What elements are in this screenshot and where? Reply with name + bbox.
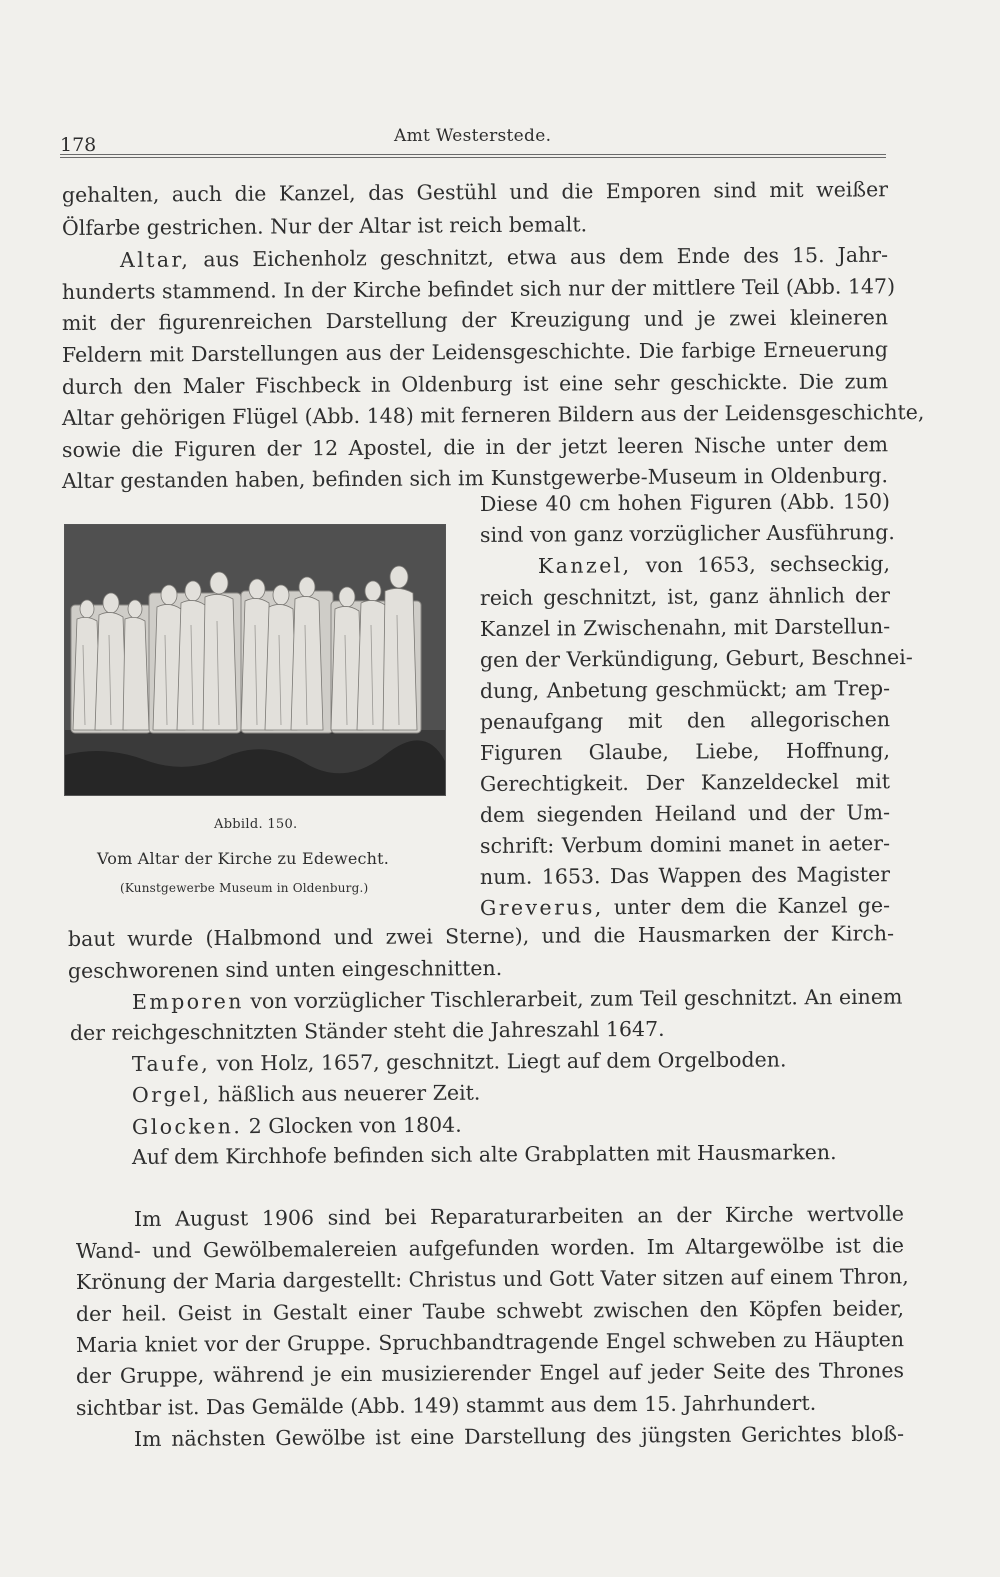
text-line: baut wurde (Halbmond und zwei Sterne), und die Hausmarken der Kirch- — [67, 921, 895, 951]
text-line: Im nächsten Gewölbe ist eine Darstellung des jüngsten Gerichtes bloß- — [133, 1421, 905, 1451]
text-line — [131, 984, 903, 1014]
text-line: gen der Verkündigung, Geburt, Beschnei- — [479, 644, 913, 672]
text-line: sichtbar ist. Das Gemälde (Abb. 149) stammt aus dem 15. Jahrhundert. — [75, 1390, 817, 1420]
spaced-keyword: Greverus, — [479, 895, 604, 920]
header-rule — [60, 154, 886, 155]
page-number: 178 — [60, 134, 97, 156]
spaced-keyword: Emporen — [131, 989, 244, 1014]
text-line — [132, 1078, 896, 1107]
text-line: Krönung der Maria dargestellt: Christus und Gott Vater sitzen auf einem Thron, — [75, 1264, 909, 1294]
text-line — [120, 243, 888, 272]
text-line: Diese 40 cm hohen Figuren (Abb. 150) — [479, 489, 891, 516]
text-line: durch den Maler Fischbeck in Oldenburg ist eine sehr geschickte. Die zum — [61, 369, 889, 399]
text-line: Gerechtigkeit. Der Kanzeldeckel mit — [479, 769, 891, 796]
running-title: Amt Westerstede. — [394, 126, 552, 146]
text-line: der heil. Geist in Gestalt einer Taube schwebt zwischen den Köpfen beider, — [75, 1296, 905, 1326]
text-line: der reichgeschnitzten Ständer steht die Jahreszahl 1647. — [69, 1016, 665, 1045]
line-rest: von 1653, sechseckig, — [631, 551, 891, 578]
text-line: gehalten, auch die Kanzel, das Gestühl und die Emporen sind mit weißer — [61, 177, 889, 207]
line-rest: von Holz, 1657, geschnitzt. Liegt auf dem Orgelboden. — [210, 1047, 787, 1076]
text-line: Kanzel in Zwischenahn, mit Darstellun- — [479, 614, 891, 641]
text-line — [132, 1047, 896, 1076]
figure-caption: Vom Altar der Kirche zu Edewecht. — [97, 849, 390, 868]
text-line — [480, 893, 890, 920]
spaced-keyword: Glocken. — [131, 1114, 243, 1139]
line-rest: häßlich aus neuerer Zeit. — [211, 1080, 481, 1107]
spaced-keyword: Taufe, — [131, 1051, 211, 1076]
text-line: Figuren Glaube, Liebe, Hoffnung, — [479, 738, 891, 765]
text-line: sowie die Figuren der 12 Apostel, die in der jetzt leeren Nische unter dem — [61, 432, 889, 462]
text-line: Ölfarbe gestrichen. Nur der Altar ist reich bemalt. — [61, 212, 588, 240]
text-line: Auf dem Kirchhofe befinden sich alte Grabplatten mit Hausmarken. — [131, 1140, 837, 1169]
text-line: Wand- und Gewölbemalereien aufgefunden worden. Im Altargewölbe ist die — [75, 1233, 905, 1263]
text-line: geschworenen sind unten eingeschnitten. — [67, 955, 503, 983]
text-line: Im August 1906 sind bei Reparaturarbeiten an der Kirche wertvolle — [133, 1201, 905, 1231]
text-line: reich geschnitzt, ist, ganz ähnlich der — [479, 583, 891, 610]
apostle-figures-photo — [64, 524, 446, 796]
text-line: sind von ganz vorzüglicher Ausführung. — [479, 520, 895, 547]
figure-source: (Kunstgewerbe Museum in Oldenburg.) — [120, 881, 369, 895]
text-line: der Gruppe, während je ein musizierender Engel auf jeder Seite des Thrones — [75, 1358, 905, 1388]
line-rest: aus Eichenholz geschnitzt, etwa aus dem Ende des 15. Jahr- — [190, 242, 889, 272]
line-rest: von vorzüglicher Tischlerarbeit, zum Teil geschnitzt. An einem — [243, 984, 903, 1014]
figure-label: Abbild. 150. — [214, 817, 298, 832]
text-line: Feldern mit Darstellungen aus der Leidensgeschichte. Die farbige Erneuerung — [61, 337, 889, 367]
text-line: schrift: Verbum domini manet in aeter- — [479, 831, 891, 858]
text-line — [538, 552, 890, 578]
text-line: dem siegenden Heiland und der Um- — [479, 800, 891, 827]
text-line: Altar gehörigen Flügel (Abb. 148) mit ferneren Bildern aus der Leidensgeschichte, — [61, 399, 925, 430]
page-header — [60, 126, 886, 158]
apostle-figures-illustration — [65, 525, 445, 795]
spaced-keyword: Orgel, — [131, 1082, 212, 1107]
spaced-keyword: Altar, — [119, 247, 191, 272]
text-line: Altar gestanden haben, befinden sich im Kunstgewerbe-Museum in Oldenburg. — [61, 463, 889, 493]
line-rest: unter dem die Kanzel ge- — [603, 893, 891, 920]
text-line: hunderts stammend. In der Kirche befindet sich nur der mittlere Teil (Abb. 147) — [61, 274, 896, 304]
header-rule — [60, 157, 886, 158]
text-line: num. 1653. Das Wappen des Magister — [479, 862, 891, 889]
text-line: dung, Anbetung geschmückt; am Trep- — [479, 676, 891, 703]
text-line — [132, 1110, 896, 1139]
line-rest: 2 Glocken von 1804. — [242, 1112, 462, 1139]
text-line: Maria kniet vor der Gruppe. Spruchbandtragende Engel schweben zu Häupten — [75, 1327, 905, 1357]
spaced-keyword: Kanzel, — [537, 553, 632, 578]
text-line: penaufgang mit den allegorischen — [479, 707, 891, 734]
text-line: mit der figurenreichen Darstellung der Kreuzigung und je zwei kleineren — [61, 305, 889, 335]
